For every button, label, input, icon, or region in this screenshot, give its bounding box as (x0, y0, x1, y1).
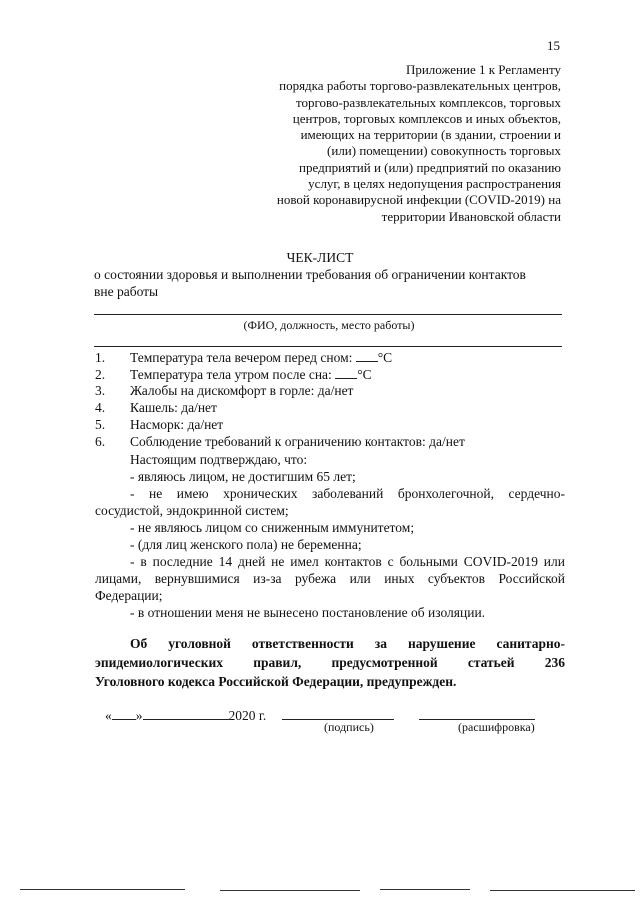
document-subtitle (94, 266, 564, 300)
appendix-line: новой коронавирусной инфекции (COVID-2019) на (276, 192, 561, 208)
checklist-item-2 (95, 366, 372, 383)
appendix-line: услуг, в целях недопущения распространения (308, 176, 561, 192)
appendix-line: территории Ивановской области (381, 208, 561, 224)
confirmation-block (95, 451, 565, 621)
item-text: Температура тела вечером перед сном: (130, 350, 353, 365)
warning-word: Уголовного кодекса Российской Федерации, предупрежден. (95, 674, 457, 689)
item-text: Насморк: да/нет (130, 417, 224, 432)
confirm-item: - не имею хронических заболеваний бронхолегочной, сердечно-сосудистой, эндокринной систем; (95, 486, 565, 518)
criminal-liability-warning (95, 634, 565, 691)
fio-line[interactable] (94, 314, 562, 315)
item-number: 4. (95, 400, 106, 415)
item-text: Соблюдение требований к ограничению контактов: да/нет (130, 434, 465, 449)
appendix-line: центров, торговых комплексов и иных объектов, (292, 110, 561, 126)
signature-field[interactable] (282, 707, 394, 720)
warning-word: правил, (253, 655, 302, 670)
appendix-line: предприятий и (или) предприятий по оказанию (299, 159, 561, 175)
open-quote: « (105, 708, 112, 723)
warning-word: статьей (467, 655, 515, 670)
confirm-intro: Настоящим подтверждаю, что: (130, 452, 308, 467)
evening-temperature-field[interactable] (356, 349, 378, 362)
confirm-item: - не являюсь лицом со сниженным иммунитетом; (130, 520, 415, 535)
warning-line (95, 672, 565, 691)
document-title: ЧЕК-ЛИСТ (286, 250, 354, 265)
item-number: 3. (95, 383, 106, 398)
checklist-item-3 (95, 383, 353, 399)
item-number: 6. (95, 434, 106, 449)
warning-line (95, 634, 565, 653)
warning-word: предусмотренной (331, 655, 438, 670)
warning-word: 236 (544, 655, 565, 670)
year-text: 2020 г. (228, 708, 267, 723)
confirm-item: - (для лиц женского пола) не беременна; (130, 537, 362, 552)
checklist-item-5 (95, 417, 223, 433)
day-field[interactable] (112, 707, 136, 720)
appendix-line: (или) помещении) совокупность торговых (327, 143, 561, 159)
fio-caption: (ФИО, должность, место работы) (243, 318, 415, 332)
warning-line (95, 653, 565, 672)
page-number: 15 (547, 38, 560, 53)
confirm-item: - являюсь лицом, не достигшим 65 лет; (130, 469, 356, 484)
checklist-item-6 (95, 434, 465, 450)
appendix-header (221, 62, 561, 225)
warning-word: санитарно- (496, 636, 565, 651)
appendix-line: торгово-развлекательных комплексов, торговых (295, 94, 561, 110)
warning-word: Об (130, 636, 148, 651)
close-quote: » (135, 708, 143, 723)
item-number: 1. (95, 350, 106, 365)
decoding-field[interactable] (419, 707, 535, 720)
warning-word: за (374, 636, 387, 651)
appendix-line: Приложение 1 к Регламенту (405, 62, 561, 77)
warning-word: эпидемиологических (95, 655, 224, 670)
checklist-item-4 (95, 400, 217, 416)
month-field[interactable] (143, 707, 229, 720)
checklist-item-1 (95, 349, 392, 366)
warning-word: ответственности (251, 636, 354, 651)
morning-temperature-field[interactable] (335, 366, 357, 379)
item-number: 5. (95, 417, 106, 432)
appendix-line: порядка работы торгово-развлекательных центров, (279, 78, 561, 94)
item-text: Кашель: да/нет (130, 400, 217, 415)
subtitle-line: вне работы (94, 284, 159, 299)
decoding-caption: (расшифровка) (458, 720, 535, 734)
confirm-item: - в отношении меня не вынесено постановление об изоляции. (130, 605, 486, 620)
warning-word: нарушение (407, 636, 476, 651)
item-unit: °С (377, 350, 393, 365)
appendix-line: имеющих на территории (в здании, строении и (300, 127, 561, 143)
item-text: Температура тела утром после сна: (130, 367, 332, 382)
fio-line-2[interactable] (94, 346, 562, 347)
signature-caption: (подпись) (324, 720, 374, 734)
confirm-item: - в последние 14 дней не имел контактов с больными COVID-2019 или лицами, вернувшимися из-за рубежа или иных субъектов Российской Федерации; (95, 554, 565, 603)
item-text: Жалобы на дискомфорт в горле: да/нет (130, 383, 354, 398)
item-unit: °С (357, 367, 372, 382)
subtitle-line: о состоянии здоровья и выполнении требования об ограничении контактов (94, 267, 526, 282)
warning-word: уголовной (168, 636, 231, 651)
item-number: 2. (95, 367, 106, 382)
scan-edge-noise (20, 889, 635, 892)
